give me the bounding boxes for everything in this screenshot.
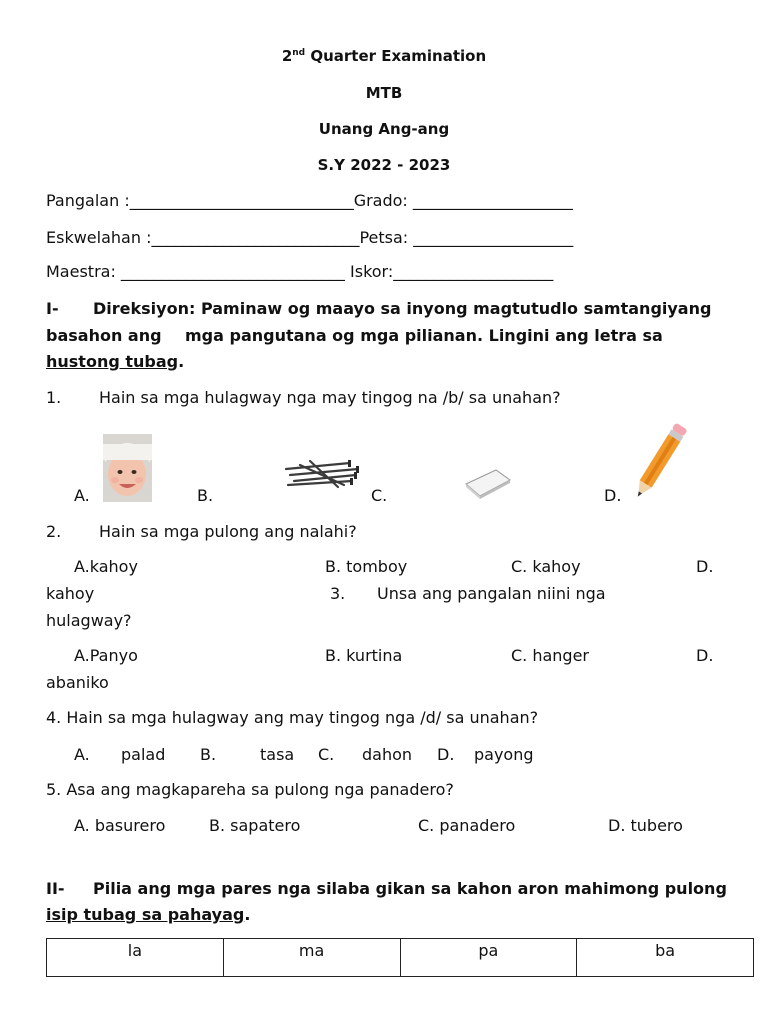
subject-title: MTB bbox=[365, 84, 403, 102]
grade-level: Unang Ang-ang bbox=[318, 120, 450, 138]
q2-option-b[interactable]: B. tomboy bbox=[325, 557, 408, 576]
school-date-field[interactable]: Eskwelahan :__________________________Petsa: ____________________ bbox=[46, 228, 574, 247]
q4-option-b-letter[interactable]: B. bbox=[200, 745, 217, 764]
q4-option-a-letter[interactable]: A. bbox=[74, 745, 90, 764]
syllable-box bbox=[46, 938, 754, 977]
part1-directions-line2b: mga pangutana og mga pilianan. Lingini ang letra sa bbox=[185, 326, 663, 345]
part2-directions-line1: Pilia ang mga pares nga silaba gikan sa kahon aron mahimong pulong bbox=[93, 879, 727, 898]
q1-option-b[interactable]: B. bbox=[197, 486, 214, 505]
pencil-icon bbox=[628, 418, 692, 504]
part2-directions-line2: isip tubag sa pahayag. bbox=[46, 905, 251, 924]
q3-text: Unsa ang pangalan niini nga bbox=[377, 584, 606, 603]
part1-directions-line3: hustong tubag. bbox=[46, 352, 185, 371]
teacher-score-field[interactable]: Maestra: ____________________________ Iskor:____________________ bbox=[46, 262, 554, 281]
q4-option-a[interactable]: palad bbox=[121, 745, 166, 764]
q3-text-cont: hulagway? bbox=[46, 611, 132, 630]
q4-option-d-letter[interactable]: D. bbox=[437, 745, 455, 764]
name-grade-field[interactable]: Pangalan :____________________________Grado: ____________________ bbox=[46, 191, 573, 210]
q2-number: 2. bbox=[46, 522, 62, 541]
part1-directions-line1: Direksiyon: Paminaw og maayo sa inyong magtutudlo samtangiyang bbox=[93, 299, 712, 318]
q5-option-d[interactable]: D. tubero bbox=[608, 816, 683, 835]
q3-option-d-text[interactable]: abaniko bbox=[46, 673, 109, 692]
q1-number: 1. bbox=[46, 388, 62, 407]
q1-option-c[interactable]: C. bbox=[371, 486, 388, 505]
part1-directions-line2a: basahon ang bbox=[46, 326, 162, 345]
syllable-cell[interactable]: ba bbox=[577, 939, 754, 977]
syllable-cell[interactable]: ma bbox=[223, 939, 400, 977]
part1-number: I- bbox=[46, 299, 59, 318]
q2-option-a[interactable]: A.kahoy bbox=[74, 557, 138, 576]
q4-option-c[interactable]: dahon bbox=[362, 745, 413, 764]
syllable-cell[interactable]: pa bbox=[400, 939, 577, 977]
q3-number: 3. bbox=[330, 584, 346, 603]
q5-option-b[interactable]: B. sapatero bbox=[209, 816, 301, 835]
exam-title: 2nd Quarter Examination bbox=[281, 47, 487, 65]
q3-option-a[interactable]: A.Panyo bbox=[74, 646, 138, 665]
q2-option-d[interactable]: D. bbox=[696, 557, 714, 576]
q4-text: 4. Hain sa mga hulagway ang may tingog nga /d/ sa unahan? bbox=[46, 708, 539, 727]
q1-option-d[interactable]: D. bbox=[604, 486, 622, 505]
q4-option-b[interactable]: tasa bbox=[260, 745, 295, 764]
eraser-icon bbox=[463, 466, 513, 500]
q1-text: Hain sa mga hulagway nga may tingog na /b/ sa unahan? bbox=[99, 388, 561, 407]
q1-option-a[interactable]: A. bbox=[74, 486, 90, 505]
q3-option-d[interactable]: D. bbox=[696, 646, 714, 665]
q4-option-d[interactable]: payong bbox=[474, 745, 534, 764]
q3-option-c[interactable]: C. hanger bbox=[511, 646, 590, 665]
q3-option-b[interactable]: B. kurtina bbox=[325, 646, 403, 665]
q2-text: Hain sa mga pulong ang nalahi? bbox=[99, 522, 357, 541]
school-year: S.Y 2022 - 2023 bbox=[317, 156, 451, 174]
q5-option-c[interactable]: C. panadero bbox=[418, 816, 516, 835]
q2-option-d-text[interactable]: kahoy bbox=[46, 584, 95, 603]
q5-text: 5. Asa ang magkapareha sa pulong nga panadero? bbox=[46, 780, 454, 799]
baby-photo-icon bbox=[103, 434, 152, 502]
nails-icon bbox=[280, 455, 364, 491]
q4-option-c-letter[interactable]: C. bbox=[318, 745, 335, 764]
part2-number: II- bbox=[46, 879, 65, 898]
q2-option-c[interactable]: C. kahoy bbox=[511, 557, 581, 576]
q5-option-a[interactable]: A. basurero bbox=[74, 816, 166, 835]
syllable-cell[interactable]: la bbox=[47, 939, 224, 977]
